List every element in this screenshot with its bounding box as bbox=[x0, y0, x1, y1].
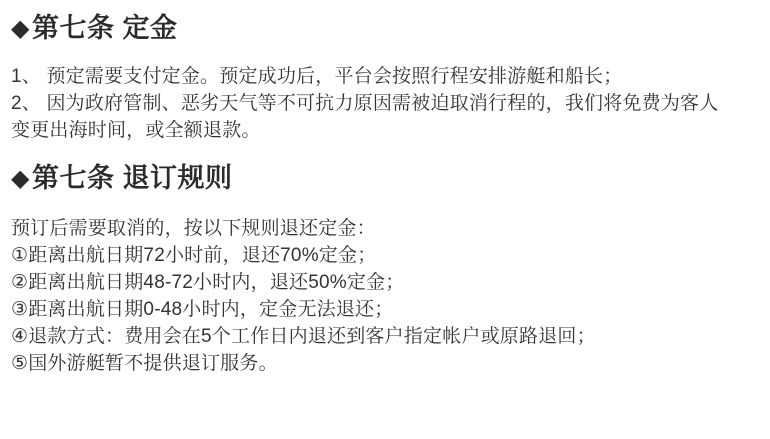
cancellation-rule-line-5: ⑤国外游艇暂不提供退订服务。 bbox=[11, 353, 278, 374]
cancellation-rules-body bbox=[11, 215, 762, 377]
deposit-rule-line-1: 1、 预定需要支付定金。预定成功后，平台会按照行程安排游艇和船长； bbox=[11, 66, 623, 87]
diamond-bullet-icon: ◆ bbox=[11, 165, 30, 192]
deposit-rule-line-2: 2、 因为政府管制、恶劣天气等不可抗力原因需被迫取消行程的，我们将免费为客人 bbox=[11, 93, 719, 114]
section-heading-deposit-text: 第七条 定金 bbox=[31, 13, 178, 43]
cancellation-rule-line-3: ③距离出航日期0-48小时内，定金无法退还； bbox=[11, 299, 394, 320]
cancellation-rule-line-4: ④退款方式：费用会在5个工作日内退还到客户指定帐户或原路退回； bbox=[11, 326, 596, 347]
section-heading-deposit bbox=[11, 13, 762, 44]
diamond-bullet-icon: ◆ bbox=[11, 15, 30, 42]
deposit-rules-body bbox=[11, 63, 762, 144]
cancellation-intro-line: 预订后需要取消的，按以下规则退还定金： bbox=[11, 218, 376, 239]
cancellation-rule-line-1: ①距离出航日期72小时前，退还70%定金； bbox=[11, 245, 377, 266]
deposit-rule-line-3: 变更出海时间，或全额退款。 bbox=[11, 120, 261, 141]
section-heading-cancellation-text: 第七条 退订规则 bbox=[31, 163, 233, 193]
section-heading-cancellation bbox=[11, 163, 762, 194]
cancellation-rule-line-2: ②距离出航日期48-72小时内，退还50%定金； bbox=[11, 272, 405, 293]
